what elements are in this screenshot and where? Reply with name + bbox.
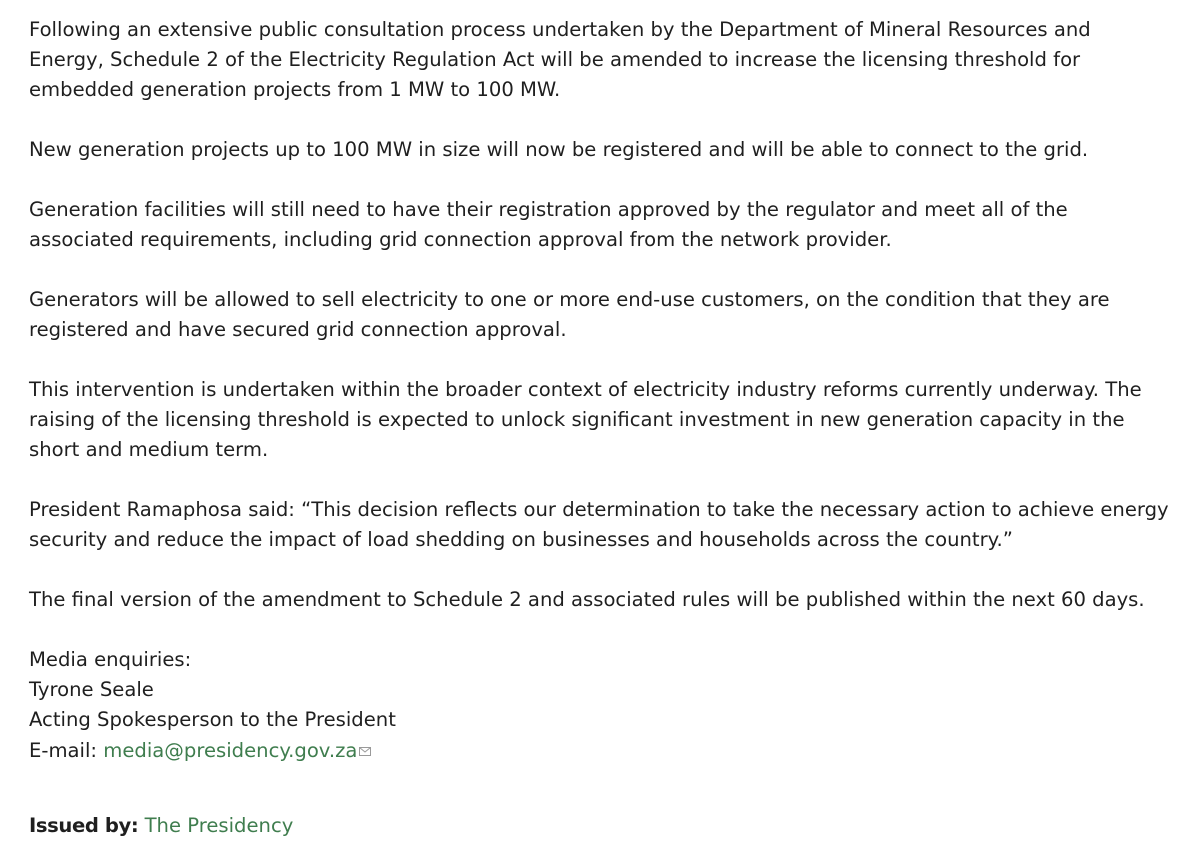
contact-email-line <box>29 735 1169 766</box>
issued-by-link[interactable]: The Presidency <box>144 814 294 837</box>
paragraph-generators: Generators will be allowed to sell electricity to one or more end-use customers, on the condition that they are registered and have secured grid connection approval. <box>29 288 1110 341</box>
issued-by <box>29 811 1169 841</box>
paragraph-consultation: Following an extensive public consultation process undertaken by the Department of Mineral Resources and Energy, Schedule 2 of the Electricity Regulation Act will be amended to increase the licensing threshold for embedded generation projects from 1 MW to 100 MW. <box>29 18 1091 101</box>
paragraph-registration: New generation projects up to 100 MW in size will now be registered and will be able to connect to the grid. <box>29 138 1089 161</box>
paragraph-quote: President Ramaphosa said: “This decision reflects our determination to take the necessary action to achieve energy security and reduce the impact of load shedding on businesses and households across the country.” <box>29 498 1169 551</box>
email-label: E-mail: <box>29 739 98 762</box>
paragraph-approval: Generation facilities will still need to have their registration approved by the regulator and meet all of the associated requirements, including grid connection approval from the network provider. <box>29 198 1068 251</box>
paragraph-intervention: This intervention is undertaken within the broader context of electricity industry reforms currently underway. The raising of the licensing threshold is expected to unlock significant investment in new generation capacity in the short and medium term. <box>29 378 1142 461</box>
issued-by-label: Issued by: <box>29 814 139 837</box>
media-contact <box>29 645 1169 766</box>
mail-icon <box>359 735 371 744</box>
media-enquiries-heading: Media enquiries: <box>29 648 192 671</box>
contact-title: Acting Spokesperson to the President <box>29 708 396 731</box>
paragraph-final-version: The final version of the amendment to Schedule 2 and associated rules will be published within the next 60 days. <box>29 588 1145 611</box>
article-body <box>29 15 1169 841</box>
email-link[interactable]: media@presidency.gov.za <box>103 739 358 762</box>
contact-name: Tyrone Seale <box>29 678 154 701</box>
